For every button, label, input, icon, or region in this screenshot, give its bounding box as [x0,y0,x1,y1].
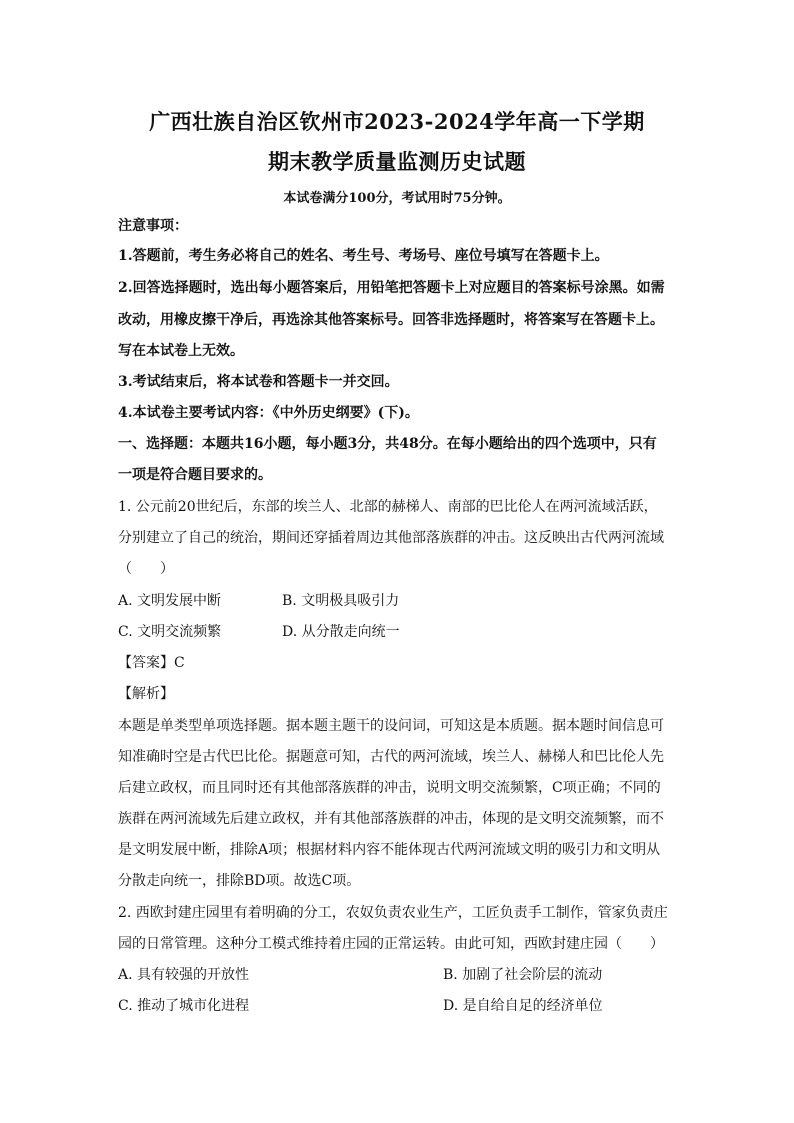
q1-analysis-line: 族群在两河流域先后建立政权，并有其他部落族群的冲击，体现的是文明交流频繁，而不 [118,811,664,827]
q2-option-a: A. 具有较强的开放性 [118,967,250,983]
q1-option-d: D. 从分散走向统一 [282,624,400,640]
q1-option-b: B. 文明极具吸引力 [282,593,400,609]
note-item-2-line3: 写在本试卷上无效。 [118,343,244,359]
q1-option-c: C. 文明交流频繁 [118,624,222,640]
notes-heading: 注意事项： [118,218,188,234]
question-1-line1: 1. 公元前20世纪后，东部的埃兰人、北部的赫梯人、南部的巴比伦人在两河流域活跃， [118,499,658,515]
exam-title-line2: 期末教学质量监测历史试题 [268,149,526,174]
question-1-line3: （ ） [118,561,174,577]
q1-analysis-line: 后建立政权，而且同时还有其他部落族群的冲击，说明文明交流频繁，C项正确；不同的 [118,780,661,796]
question-2-line2: 园的日常管理。这种分工模式维持着庄园的正常运转。由此可知，西欧封建庄园（ ） [118,936,664,952]
q1-analysis-line: 本题是单类型单项选择题。据本题主题干的设问词，可知这是本质题。据本题时间信息可 [118,718,664,734]
q2-option-c: C. 推动了城市化进程 [118,998,250,1014]
note-item-2-line1: 2.回答选择题时，选出每小题答案后，用铅笔把答题卡上对应题目的答案标号涂黑。如需 [118,280,665,296]
q2-option-b: B. 加剧了社会阶层的流动 [443,967,603,983]
note-item-1: 1.答题前，考生务必将自己的姓名、考生号、考场号、座位号填写在答题卡上。 [118,248,609,264]
note-item-3: 3.考试结束后，将本试卷和答题卡一并交回。 [118,374,399,390]
exam-info: 本试卷满分100分，考试用时75分钟。 [283,191,511,206]
exam-title-line1: 广西壮族自治区钦州市2023-2024学年高一下学期 [149,109,645,134]
q1-option-a: A. 文明发展中断 [118,593,222,609]
question-1-line2: 分别建立了自己的统治，期间还穿插着周边其他部落族群的冲击。这反映出古代两河流域 [118,530,664,546]
q1-answer: 【答案】C [118,655,185,671]
question-2-line1: 2. 西欧封建庄园里有着明确的分工，农奴负责农业生产，工匠负责手工制作，管家负责庄 [118,905,668,921]
section-heading-line1: 一、选择题：本题共16小题，每小题3分，共48分。在每小题给出的四个选项中，只有 [118,436,657,452]
q1-analysis-line: 知准确时空是古代巴比伦。据题意可知，古代的两河流域，埃兰人、赫梯人和巴比伦人先 [118,749,664,765]
note-item-2-line2: 改动，用橡皮擦干净后，再选涂其他答案标号。回答非选择题时，将答案写在答题卡上。 [118,312,664,328]
q1-analysis-heading: 【解析】 [118,686,174,702]
q1-analysis-line: 分散走向统一，排除BD项。故选C项。 [118,873,361,889]
section-heading-line2: 一项是符合题目要求的。 [118,467,272,483]
q1-analysis-line: 是文明发展中断，排除A项；根据材料内容不能体现古代两河流域文明的吸引力和文明从 [118,842,661,858]
q2-option-d: D. 是自给自足的经济单位 [443,998,603,1014]
note-item-4: 4.本试卷主要考试内容：《中外历史纲要》(下)。 [118,405,419,421]
